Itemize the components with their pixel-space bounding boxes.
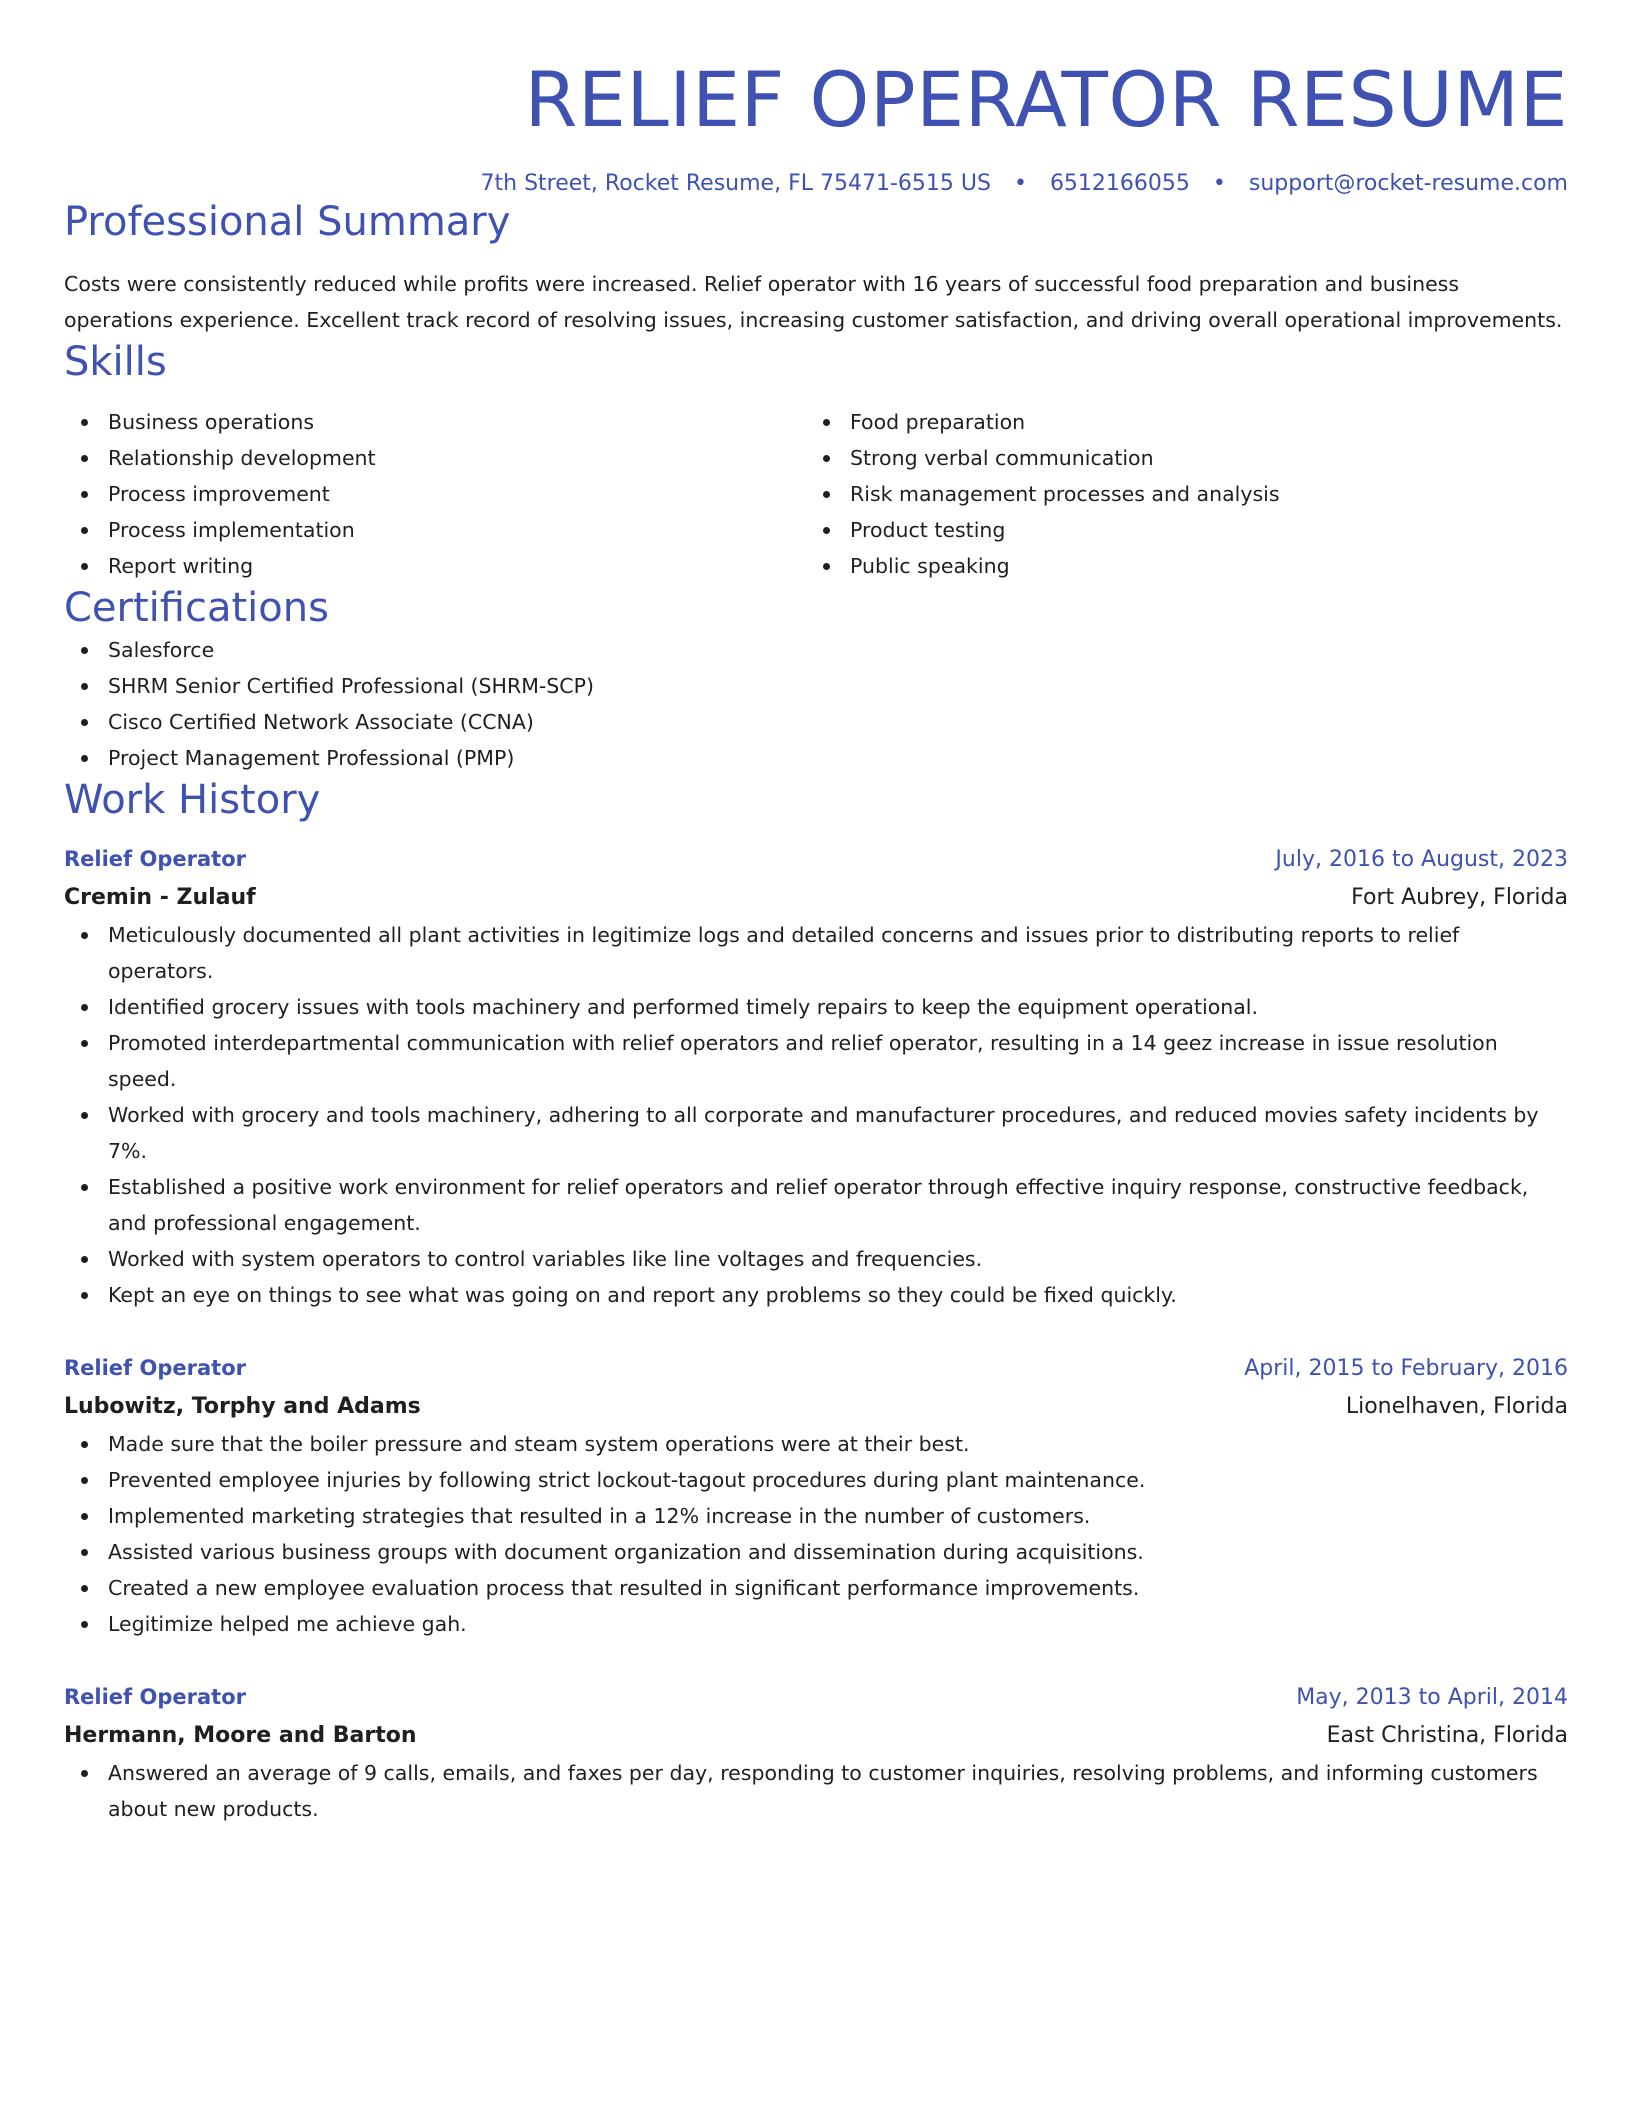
job-bullet: Promoted interdepartmental communication with relief operators and relief operator, resulting in a 14 geez increase in issue resolution speed. — [64, 1025, 1568, 1097]
certification-item: Salesforce — [64, 632, 1568, 668]
contact-phone: 6512166055 — [1049, 171, 1190, 196]
summary-text: Costs were consistently reduced while profits were increased. Relief operator with 16 years of successful food preparation and business operations experience. Excellent track record of resolving issues, increasing customer satisfaction, and driving overall operational improvements. — [64, 272, 1563, 332]
job-bullet: Legitimize helped me achieve gah. — [64, 1606, 1568, 1642]
skill-item: Process improvement — [64, 476, 806, 512]
certification-item: Cisco Certified Network Associate (CCNA) — [64, 704, 1568, 740]
job-bullet: Kept an eye on things to see what was going on and report any problems so they could be fixed quickly. — [64, 1277, 1568, 1313]
resume-name: RELIEF OPERATOR RESUME — [524, 55, 1568, 144]
skills-list-left — [64, 404, 806, 584]
job-dates: May, 2013 to April, 2014 — [1296, 1685, 1568, 1710]
job-company-row — [64, 879, 1568, 917]
job-title: Relief Operator — [64, 1685, 246, 1709]
job-bullet: Prevented employee injuries by following strict lockout-tagout procedures during plant maintenance. — [64, 1462, 1568, 1498]
job-bullet-list — [64, 1755, 1568, 1827]
skills-column-left — [64, 404, 806, 584]
job-location: East Christina, Florida — [1326, 1723, 1568, 1748]
contact-address: 7th Street, Rocket Resume, FL 75471-6515 US — [480, 171, 991, 196]
skill-item: Product testing — [806, 512, 1548, 548]
contact-separator: • — [1013, 171, 1027, 196]
skill-item: Public speaking — [806, 548, 1548, 584]
job-company: Cremin - Zulauf — [64, 885, 256, 910]
job-company-row — [64, 1717, 1568, 1755]
job-header-row — [64, 1349, 1568, 1388]
contact-line — [64, 170, 1568, 198]
job-entry — [64, 840, 1568, 1313]
resume-page — [64, 0, 1568, 1827]
job-bullet-list — [64, 1426, 1568, 1642]
job-company: Lubowitz, Torphy and Adams — [64, 1394, 421, 1419]
certifications-list — [64, 632, 1568, 776]
skill-item: Report writing — [64, 548, 806, 584]
skills-columns — [64, 404, 1568, 584]
job-bullet: Answered an average of 9 calls, emails, and faxes per day, responding to customer inquiries, resolving problems, and informing customers about new products. — [64, 1755, 1568, 1827]
job-entry — [64, 1678, 1568, 1827]
job-bullet: Made sure that the boiler pressure and steam system operations were at their best. — [64, 1426, 1568, 1462]
job-bullet: Established a positive work environment for relief operators and relief operator through effective inquiry response, constructive feedback, and professional engagement. — [64, 1169, 1568, 1241]
skill-item: Strong verbal communication — [806, 440, 1548, 476]
job-bullet: Worked with grocery and tools machinery, adhering to all corporate and manufacturer procedures, and reduced movies safety incidents by 7%. — [64, 1097, 1568, 1169]
skill-item: Process implementation — [64, 512, 806, 548]
certification-item: Project Management Professional (PMP) — [64, 740, 1568, 776]
job-bullet: Meticulously documented all plant activities in legitimize logs and detailed concerns and issues prior to distributing reports to relief operators. — [64, 917, 1568, 989]
skills-heading: Skills — [64, 339, 167, 385]
job-bullet: Assisted various business groups with document organization and dissemination during acquisitions. — [64, 1534, 1568, 1570]
job-dates: July, 2016 to August, 2023 — [1275, 847, 1568, 872]
job-header-row — [64, 840, 1568, 879]
skill-item: Business operations — [64, 404, 806, 440]
contact-email[interactable]: support@rocket-resume.com — [1248, 171, 1568, 196]
job-company-row — [64, 1388, 1568, 1426]
job-bullet: Implemented marketing strategies that resulted in a 12% increase in the number of customers. — [64, 1498, 1568, 1534]
job-location: Lionelhaven, Florida — [1345, 1394, 1568, 1419]
job-title: Relief Operator — [64, 847, 246, 871]
job-dates: April, 2015 to February, 2016 — [1244, 1356, 1568, 1381]
contact-separator: • — [1212, 171, 1226, 196]
skills-column-right — [806, 404, 1548, 584]
summary-heading: Professional Summary — [64, 199, 511, 245]
job-header-row — [64, 1678, 1568, 1717]
job-company: Hermann, Moore and Barton — [64, 1723, 417, 1748]
job-title: Relief Operator — [64, 1356, 246, 1380]
certification-item: SHRM Senior Certified Professional (SHRM-SCP) — [64, 668, 1568, 704]
job-bullet: Identified grocery issues with tools machinery and performed timely repairs to keep the equipment operational. — [64, 989, 1568, 1025]
job-location: Fort Aubrey, Florida — [1351, 885, 1568, 910]
certifications-heading: Certifications — [64, 585, 329, 631]
skill-item: Risk management processes and analysis — [806, 476, 1548, 512]
job-entry — [64, 1349, 1568, 1642]
skill-item: Relationship development — [64, 440, 806, 476]
job-bullet: Worked with system operators to control variables like line voltages and frequencies. — [64, 1241, 1568, 1277]
skill-item: Food preparation — [806, 404, 1548, 440]
job-bullet-list — [64, 917, 1568, 1313]
work-history-heading: Work History — [64, 777, 321, 823]
skills-list-right — [806, 404, 1548, 584]
job-bullet: Created a new employee evaluation process that resulted in significant performance improvements. — [64, 1570, 1568, 1606]
